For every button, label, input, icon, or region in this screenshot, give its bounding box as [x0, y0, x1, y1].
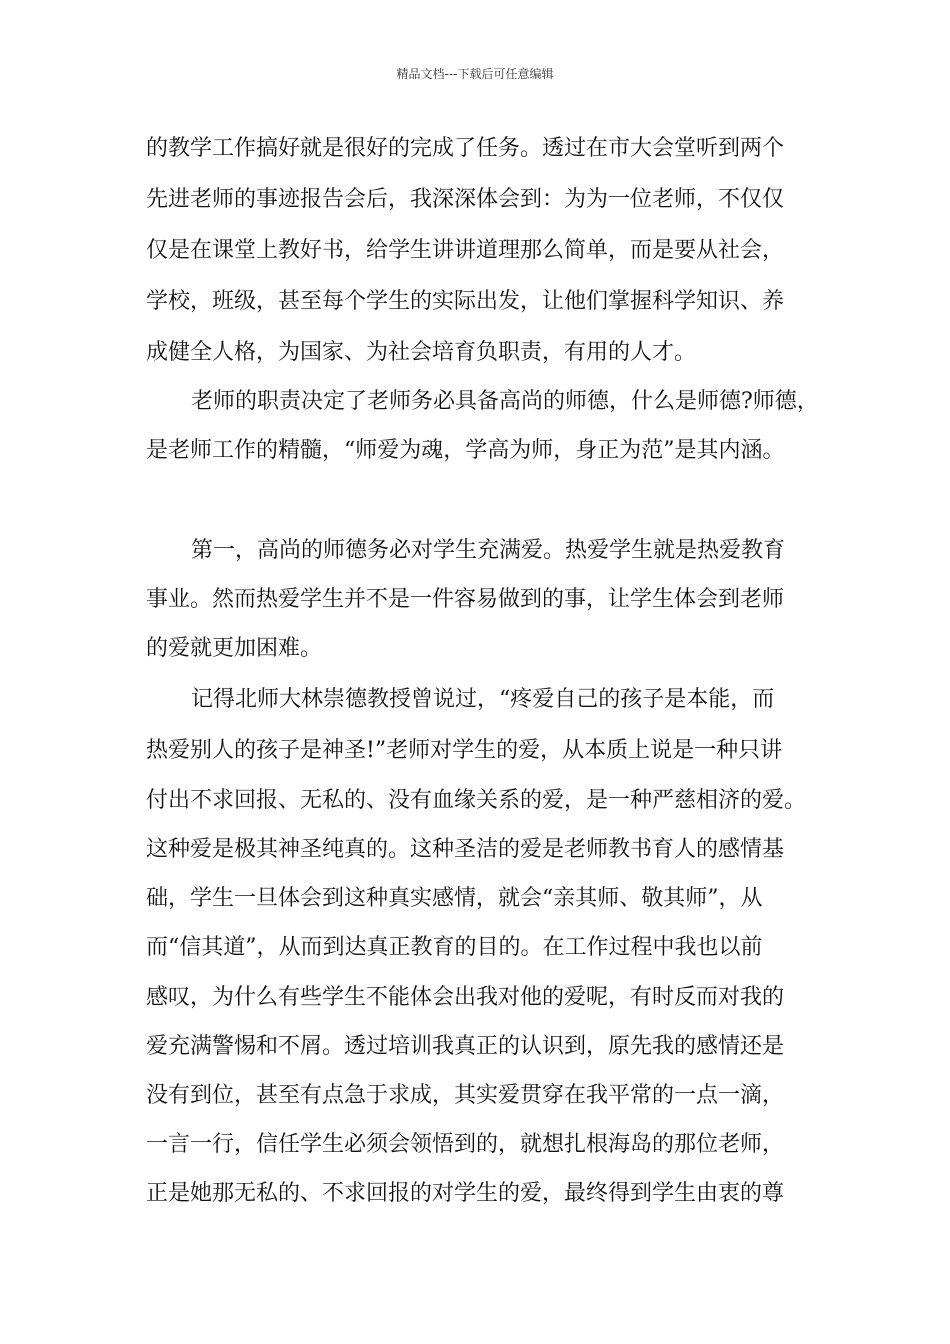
- paragraph-4-line-6: 而“信其道”，从而到达真正教育的目的。在工作过程中我也以前: [146, 935, 763, 960]
- paragraph-2-line-1: 老师的职责决定了老师务必具备高尚的师德，什么是师德?师德，: [191, 389, 819, 414]
- paragraph-4-line-8: 爱充满警惕和不屑。透过培训我真正的认识到，原先我的感情还是: [146, 1034, 785, 1059]
- paragraph-4-line-5: 础，学生一旦体会到这种真实感情，就会“亲其师、敬其师”，从: [146, 886, 763, 911]
- paragraph-1-line-4: 学校，班级，甚至每个学生的实际出发，让他们掌握科学知识、养: [146, 289, 785, 314]
- paragraph-4-line-1: 记得北师大林崇德教授曾说过，“疼爱自己的孩子是本能，而: [191, 687, 775, 712]
- paragraph-3-line-1: 第一，高尚的师德务必对学生充满爱。热爱学生就是热爱教育: [191, 538, 786, 563]
- paragraph-4-line-11: 正是她那无私的、不求回报的对学生的爱，最终得到学生由衷的尊: [146, 1181, 785, 1206]
- paragraph-1-line-5: 成健全人格，为国家、为社会培育负职责，有用的人才。: [146, 340, 697, 365]
- paragraph-2-line-2: 是老师工作的精髓，“师爱为魂，学高为师，身正为范”是其内涵。: [146, 438, 785, 463]
- paragraph-3-line-3: 的爱就更加困难。: [146, 636, 323, 661]
- paragraph-4-line-3: 付出不求回报、无私的、没有血缘关系的爱，是一种严慈相济的爱。: [146, 788, 807, 813]
- paragraph-1-line-3: 仅是在课堂上教好书，给学生讲讲道理那么简单，而是要从社会，: [146, 238, 785, 263]
- paragraph-1-line-1: 的教学工作搞好就是很好的完成了任务。透过在市大会堂听到两个: [146, 136, 785, 161]
- paragraph-4-line-10: 一言一行，信任学生必须会领悟到的，就想扎根海岛的那位老师，: [146, 1132, 785, 1157]
- paragraph-4-line-2: 热爱别人的孩子是神圣!”老师对学生的爱，从本质上说是一种只讲: [146, 738, 783, 763]
- page-header: 精品文档---下载后可任意编辑: [396, 67, 554, 81]
- paragraph-4-line-9: 没有到位，甚至有点急于求成，其实爱贯穿在我平常的一点一滴，: [146, 1083, 785, 1108]
- paragraph-4-line-4: 这种爱是极其神圣纯真的。这种圣洁的爱是老师教书育人的感情基: [146, 837, 785, 862]
- paragraph-4-line-7: 感叹，为什么有些学生不能体会出我对他的爱呢，有时反而对我的: [146, 985, 785, 1010]
- paragraph-1-line-2: 先进老师的事迹报告会后，我深深体会到：为为一位老师，不仅仅: [146, 187, 785, 212]
- paragraph-3-line-2: 事业。然而热爱学生并不是一件容易做到的事，让学生体会到老师: [146, 587, 785, 612]
